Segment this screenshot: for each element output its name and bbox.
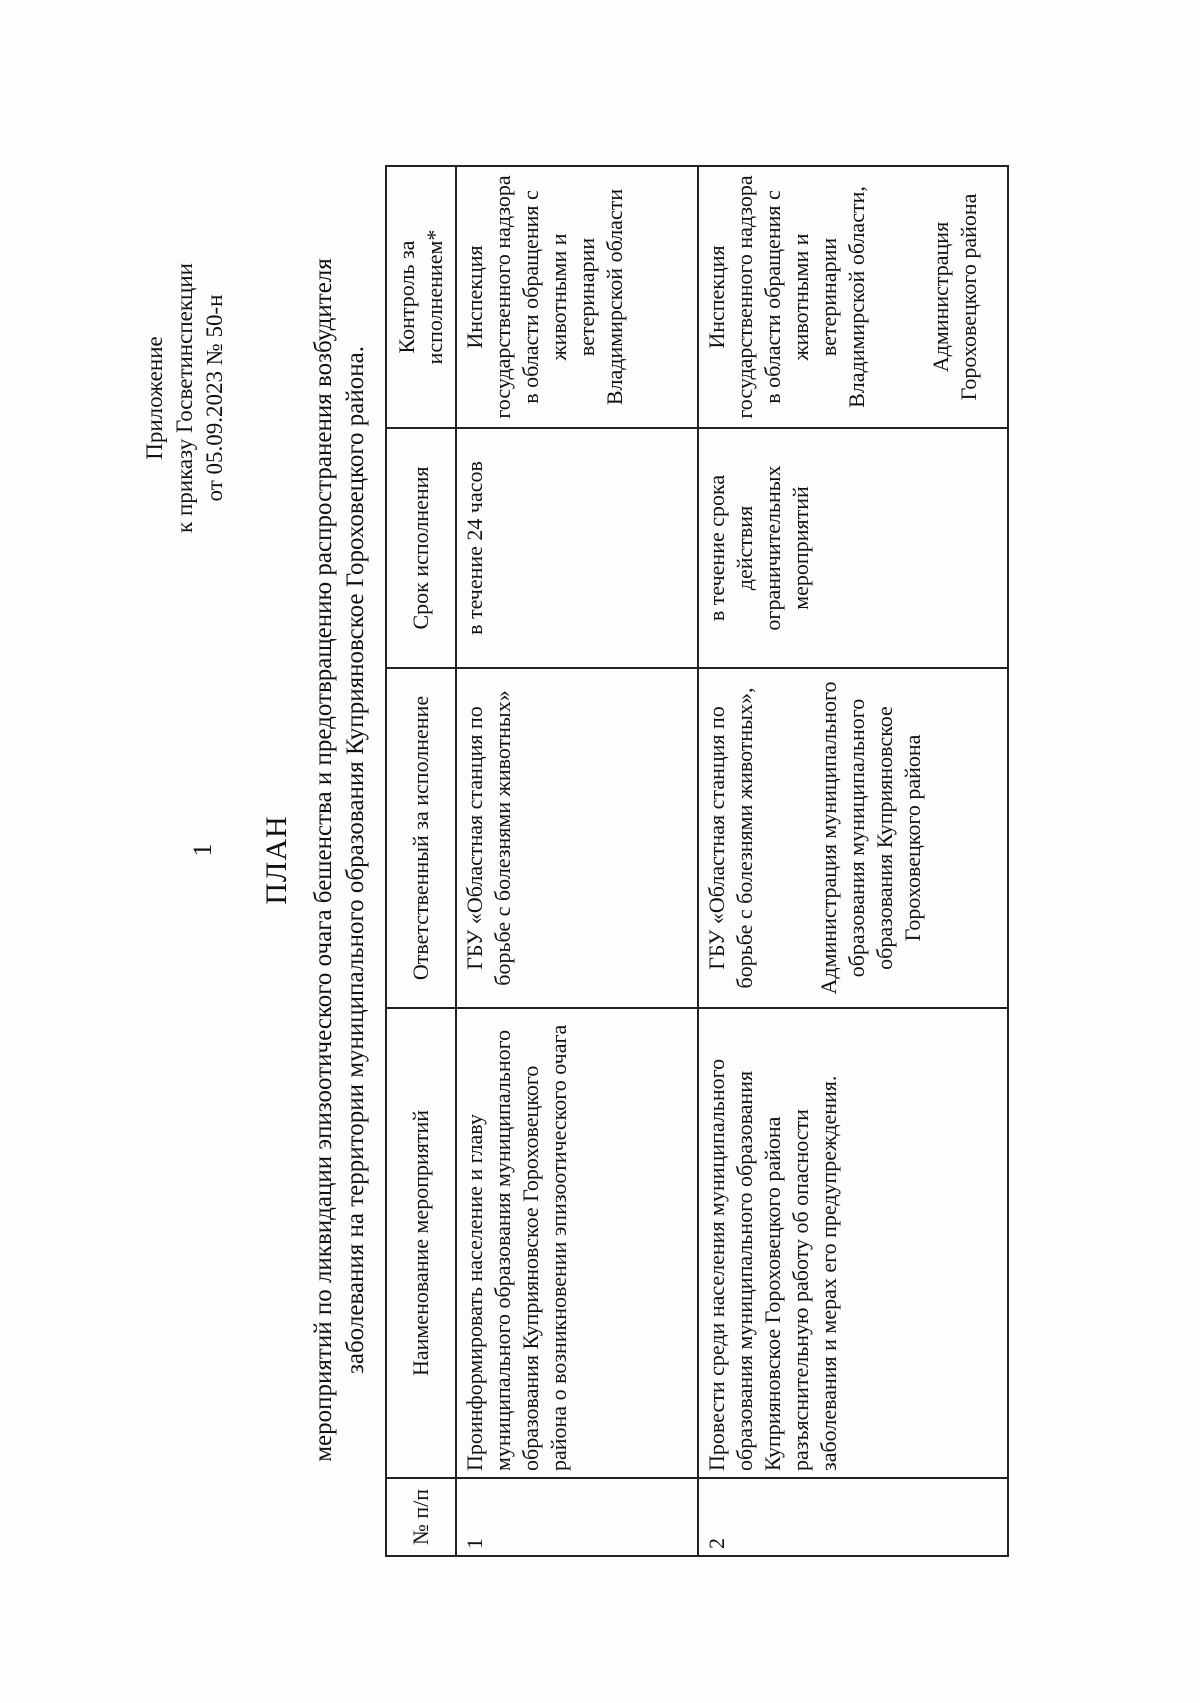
page-number: 1 — [188, 843, 217, 857]
control-text: Инспекция государственного надзора в области обращения с животными и ветеринарии Владимирской области — [462, 175, 627, 419]
cell-control — [698, 166, 1008, 428]
appendix-line-1: Приложение — [142, 336, 167, 460]
cell-responsible — [698, 668, 1008, 1008]
cell-name: Провести среди населения муниципального образования муниципального образования Куприяновское Гороховецкого района разъяснительную работу об опасности заболевания и мерах его предупреждения. — [698, 1008, 1008, 1478]
header-control: Контроль за исполнением* — [386, 166, 456, 428]
document-title: ПЛАН — [260, 815, 293, 905]
table-header-row — [386, 166, 456, 1556]
header-num: № п/п — [386, 1478, 456, 1556]
cell-deadline: в течение 24 часов — [456, 428, 698, 668]
table-row — [456, 166, 698, 1556]
subtitle-line-1: мероприятий по ликвидации эпизоотического очага бешенства и предотвращению распространения возбудителя — [310, 258, 337, 1462]
appendix-line-2: к приказу Госветинспекции — [172, 263, 197, 533]
header-deadline: Срок исполнения — [386, 428, 456, 668]
responsible-text-2: Администрация муниципального образования муниципального образования Куприяновское Гороховецкого района — [816, 681, 925, 995]
cell-responsible — [456, 668, 698, 1008]
header-name: Наименование мероприятий — [386, 1008, 456, 1478]
control-text-2: Администрация Гороховецкого района — [928, 193, 981, 401]
rotated-content — [140, 130, 1060, 1590]
document-subtitle — [308, 190, 372, 1530]
cell-num: 1 — [456, 1478, 698, 1556]
header-responsible: Ответственный за исполнение — [386, 668, 456, 1008]
appendix-line-3: от 05.09.2023 № 50-н — [202, 294, 227, 502]
cell-num: 2 — [698, 1478, 1008, 1556]
plan-table — [385, 165, 1009, 1557]
control-text: Инспекция государственного надзора в области обращения с животными и ветеринарии Владимирской области, — [704, 175, 869, 419]
table-row — [698, 166, 1008, 1556]
cell-deadline: в течение срока действия ограничительных мероприятий — [698, 428, 1008, 668]
subtitle-line-2: заболевания на территории муниципального образования Куприяновское Гороховецкого района. — [342, 346, 369, 1375]
cell-control — [456, 166, 698, 428]
appendix-header — [140, 198, 230, 598]
cell-name: Проинформировать население и главу муниципального образования муниципального образования Куприяновское Гороховецкого района о возникновении эпизоотического очага — [456, 1008, 698, 1478]
responsible-text: ГБУ «Областная станция по борьбе с болезнями животных», — [704, 687, 757, 989]
responsible-text: ГБУ «Областная станция по борьбе с болезнями животных» — [462, 690, 515, 986]
